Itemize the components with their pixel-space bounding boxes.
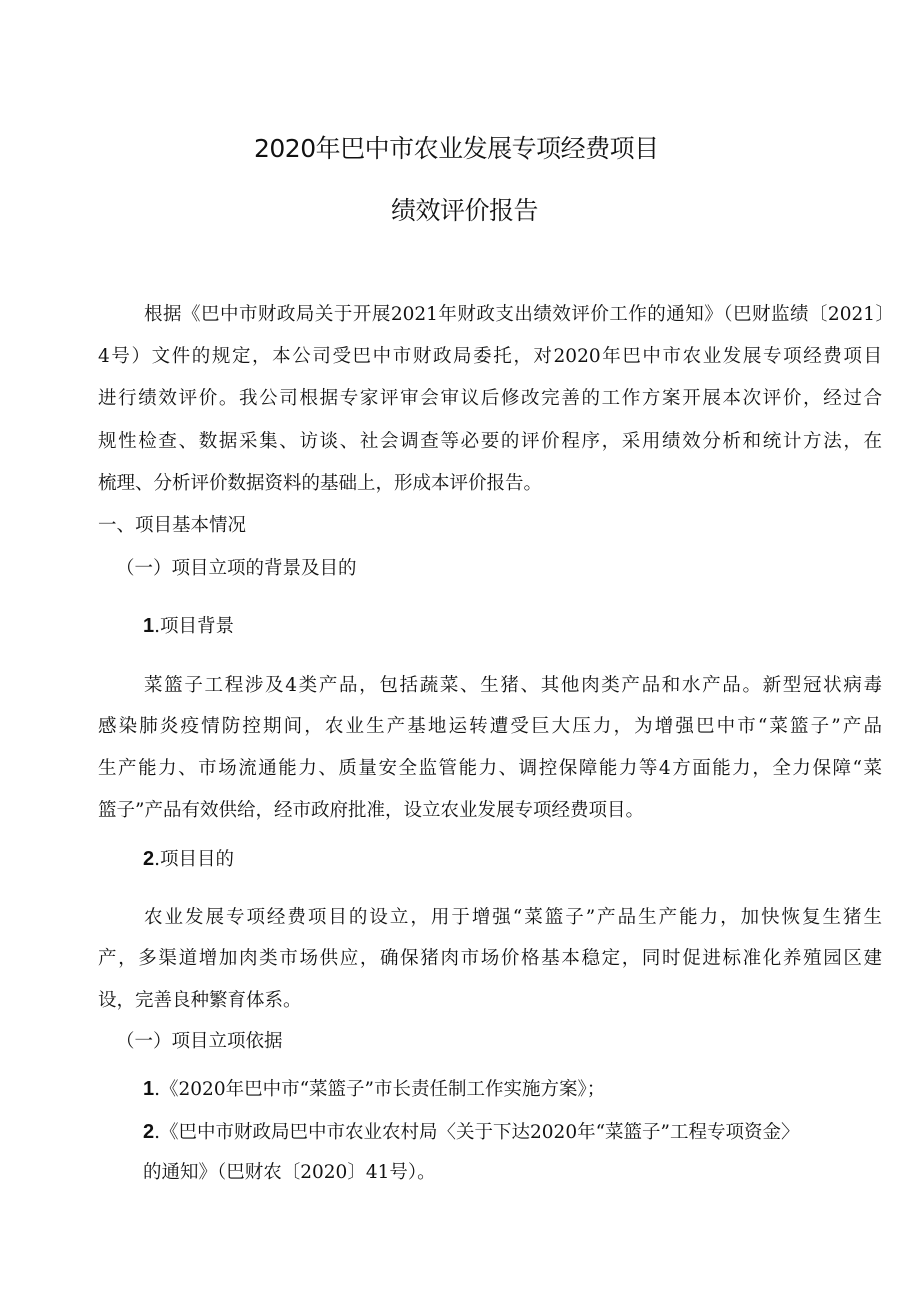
report-title-line1: 2020年巴中市农业发展专项经费项目 <box>254 134 659 163</box>
item-heading-background <box>143 616 234 637</box>
item-label: .项目目的 <box>154 849 235 870</box>
item-number: 2 <box>143 1121 155 1143</box>
section-heading: 一、项目基本情况 <box>98 515 247 536</box>
intro-line: 4号）文件的规定，本公司受巴中市财政局委托，对2020年巴中市农业发展专项经费项目 <box>98 346 882 367</box>
background-line: 菜篮子工程涉及4类产品，包括蔬菜、生猪、其他肉类产品和水产品。新型冠状病毒 <box>144 675 882 696</box>
basis-item-2 <box>143 1122 893 1143</box>
basis-item-1 <box>143 1079 605 1100</box>
background-line: 篮子”产品有效供给，经市政府批准，设立农业发展专项经费项目。 <box>98 800 644 821</box>
background-line: 感染肺炎疫情防控期间，农业生产基地运转遭受巨大压力，为增强巴中市“菜篮子”产品 <box>98 716 882 737</box>
background-line: 生产能力、市场流通能力、质量安全监管能力、调控保障能力等4方面能力，全力保障“菜 <box>98 758 882 779</box>
intro-line: 梳理、分析评价数据资料的基础上，形成本评价报告。 <box>98 473 543 494</box>
basis-text-continued: 的通知》（巴财农〔2020〕41号）。 <box>143 1162 436 1183</box>
item-number: 2 <box>143 848 155 870</box>
subsection-heading: （一）项目立项的背景及目的 <box>116 558 357 579</box>
intro-line: 根据《巴中市财政局关于开展2021年财政支出绩效评价工作的通知》（巴财监绩〔2021〕 <box>144 304 894 325</box>
basis-text: .《2020年巴中市“菜篮子”市长责任制工作实施方案》； <box>154 1079 606 1100</box>
intro-line: 进行绩效评价。我公司根据专家评审会审议后修改完善的工作方案开展本次评价，经过合 <box>98 388 882 409</box>
item-heading-purpose <box>143 849 234 870</box>
report-title-line2: 绩效评价报告 <box>391 196 539 225</box>
intro-line: 规性检查、数据采集、访谈、社会调查等必要的评价程序，采用绩效分析和统计方法，在 <box>98 431 882 452</box>
subsection-heading: （一）项目立项依据 <box>116 1031 283 1052</box>
purpose-line: 农业发展专项经费项目的设立，用于增强“菜篮子”产品生产能力，加快恢复生猪生 <box>144 907 882 928</box>
item-number: 1 <box>143 615 155 637</box>
item-label: .项目背景 <box>154 616 235 637</box>
purpose-line: 设，完善良种繁育体系。 <box>98 990 302 1011</box>
basis-text: .《巴中市财政局巴中市农业农村局〈关于下达2020年“菜篮子”工程专项资金〉 <box>154 1122 800 1143</box>
purpose-line: 产，多渠道增加肉类市场供应，确保猪肉市场价格基本稳定，同时促进标准化养殖园区建 <box>98 948 882 969</box>
item-number: 1 <box>143 1078 155 1100</box>
